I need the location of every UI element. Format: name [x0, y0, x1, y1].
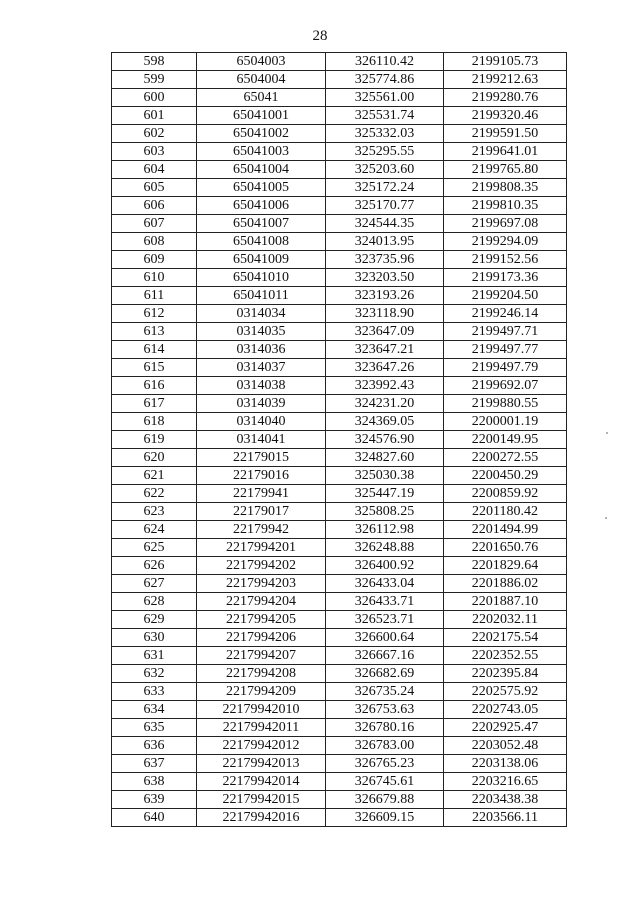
coordinates-table-body [112, 53, 567, 827]
point-id-cell: 65041007 [197, 215, 326, 233]
x-coordinate-cell: 325030.38 [326, 467, 444, 485]
point-id-cell: 65041006 [197, 197, 326, 215]
point-id-cell: 22179942016 [197, 809, 326, 827]
x-coordinate-cell: 325561.00 [326, 89, 444, 107]
table-row [112, 719, 567, 737]
row-index-cell: 627 [112, 575, 197, 593]
point-id-cell: 0314036 [197, 341, 326, 359]
x-coordinate-cell: 326783.00 [326, 737, 444, 755]
table-row [112, 791, 567, 809]
x-coordinate-cell: 325808.25 [326, 503, 444, 521]
x-coordinate-cell: 324544.35 [326, 215, 444, 233]
point-id-cell: 0314041 [197, 431, 326, 449]
point-id-cell: 65041 [197, 89, 326, 107]
y-coordinate-cell: 2200859.92 [444, 485, 567, 503]
table-row [112, 413, 567, 431]
y-coordinate-cell: 2199173.36 [444, 269, 567, 287]
table-row [112, 125, 567, 143]
table-row [112, 323, 567, 341]
y-coordinate-cell: 2200450.29 [444, 467, 567, 485]
y-coordinate-cell: 2199204.50 [444, 287, 567, 305]
scan-artifact [605, 517, 607, 519]
row-index-cell: 626 [112, 557, 197, 575]
y-coordinate-cell: 2201829.64 [444, 557, 567, 575]
x-coordinate-cell: 326679.88 [326, 791, 444, 809]
y-coordinate-cell: 2199641.01 [444, 143, 567, 161]
table-row [112, 683, 567, 701]
y-coordinate-cell: 2202925.47 [444, 719, 567, 737]
x-coordinate-cell: 325203.60 [326, 161, 444, 179]
table-row [112, 701, 567, 719]
point-id-cell: 22179942012 [197, 737, 326, 755]
table-row [112, 593, 567, 611]
row-index-cell: 614 [112, 341, 197, 359]
table-row [112, 773, 567, 791]
point-id-cell: 2217994209 [197, 683, 326, 701]
point-id-cell: 65041002 [197, 125, 326, 143]
point-id-cell: 2217994205 [197, 611, 326, 629]
page-number: 28 [312, 28, 328, 44]
x-coordinate-cell: 325170.77 [326, 197, 444, 215]
point-id-cell: 22179942014 [197, 773, 326, 791]
x-coordinate-cell: 324827.60 [326, 449, 444, 467]
table-row [112, 179, 567, 197]
table-row [112, 611, 567, 629]
x-coordinate-cell: 325172.24 [326, 179, 444, 197]
point-id-cell: 0314039 [197, 395, 326, 413]
y-coordinate-cell: 2199497.71 [444, 323, 567, 341]
point-id-cell: 0314034 [197, 305, 326, 323]
y-coordinate-cell: 2203052.48 [444, 737, 567, 755]
row-index-cell: 602 [112, 125, 197, 143]
table-row [112, 53, 567, 71]
table-row [112, 341, 567, 359]
table-row [112, 233, 567, 251]
x-coordinate-cell: 326682.69 [326, 665, 444, 683]
row-index-cell: 622 [112, 485, 197, 503]
y-coordinate-cell: 2199320.46 [444, 107, 567, 125]
table-row [112, 197, 567, 215]
row-index-cell: 637 [112, 755, 197, 773]
x-coordinate-cell: 324576.90 [326, 431, 444, 449]
x-coordinate-cell: 326600.64 [326, 629, 444, 647]
row-index-cell: 603 [112, 143, 197, 161]
x-coordinate-cell: 326667.16 [326, 647, 444, 665]
x-coordinate-cell: 326609.15 [326, 809, 444, 827]
point-id-cell: 0314035 [197, 323, 326, 341]
table-row [112, 467, 567, 485]
x-coordinate-cell: 326110.42 [326, 53, 444, 71]
y-coordinate-cell: 2203138.06 [444, 755, 567, 773]
row-index-cell: 629 [112, 611, 197, 629]
y-coordinate-cell: 2199152.56 [444, 251, 567, 269]
table-row [112, 755, 567, 773]
x-coordinate-cell: 326433.04 [326, 575, 444, 593]
x-coordinate-cell: 324231.20 [326, 395, 444, 413]
row-index-cell: 623 [112, 503, 197, 521]
row-index-cell: 631 [112, 647, 197, 665]
row-index-cell: 625 [112, 539, 197, 557]
y-coordinate-cell: 2200149.95 [444, 431, 567, 449]
row-index-cell: 619 [112, 431, 197, 449]
table-row [112, 107, 567, 125]
row-index-cell: 616 [112, 377, 197, 395]
y-coordinate-cell: 2199212.63 [444, 71, 567, 89]
y-coordinate-cell: 2199105.73 [444, 53, 567, 71]
point-id-cell: 0314037 [197, 359, 326, 377]
table-row [112, 557, 567, 575]
y-coordinate-cell: 2202175.54 [444, 629, 567, 647]
table-row [112, 161, 567, 179]
row-index-cell: 621 [112, 467, 197, 485]
table-row [112, 287, 567, 305]
y-coordinate-cell: 2203438.38 [444, 791, 567, 809]
point-id-cell: 22179942013 [197, 755, 326, 773]
row-index-cell: 635 [112, 719, 197, 737]
y-coordinate-cell: 2202395.84 [444, 665, 567, 683]
table-row [112, 737, 567, 755]
x-coordinate-cell: 323647.26 [326, 359, 444, 377]
point-id-cell: 65041001 [197, 107, 326, 125]
table-row [112, 647, 567, 665]
point-id-cell: 65041008 [197, 233, 326, 251]
x-coordinate-cell: 326745.61 [326, 773, 444, 791]
coordinates-table [111, 52, 567, 827]
point-id-cell: 22179942011 [197, 719, 326, 737]
table-row [112, 629, 567, 647]
scan-artifact [606, 432, 608, 434]
x-coordinate-cell: 323118.90 [326, 305, 444, 323]
y-coordinate-cell: 2199880.55 [444, 395, 567, 413]
row-index-cell: 630 [112, 629, 197, 647]
row-index-cell: 640 [112, 809, 197, 827]
row-index-cell: 632 [112, 665, 197, 683]
row-index-cell: 607 [112, 215, 197, 233]
point-id-cell: 65041004 [197, 161, 326, 179]
y-coordinate-cell: 2201650.76 [444, 539, 567, 557]
y-coordinate-cell: 2201887.10 [444, 593, 567, 611]
point-id-cell: 22179016 [197, 467, 326, 485]
table-row [112, 521, 567, 539]
table-row [112, 143, 567, 161]
y-coordinate-cell: 2201180.42 [444, 503, 567, 521]
x-coordinate-cell: 323647.21 [326, 341, 444, 359]
point-id-cell: 2217994206 [197, 629, 326, 647]
point-id-cell: 6504003 [197, 53, 326, 71]
y-coordinate-cell: 2203566.11 [444, 809, 567, 827]
y-coordinate-cell: 2202032.11 [444, 611, 567, 629]
point-id-cell: 0314040 [197, 413, 326, 431]
x-coordinate-cell: 326523.71 [326, 611, 444, 629]
x-coordinate-cell: 325295.55 [326, 143, 444, 161]
x-coordinate-cell: 325531.74 [326, 107, 444, 125]
row-index-cell: 620 [112, 449, 197, 467]
x-coordinate-cell: 326112.98 [326, 521, 444, 539]
point-id-cell: 2217994201 [197, 539, 326, 557]
row-index-cell: 608 [112, 233, 197, 251]
y-coordinate-cell: 2199808.35 [444, 179, 567, 197]
point-id-cell: 2217994208 [197, 665, 326, 683]
point-id-cell: 65041009 [197, 251, 326, 269]
y-coordinate-cell: 2202575.92 [444, 683, 567, 701]
point-id-cell: 2217994207 [197, 647, 326, 665]
table-row [112, 485, 567, 503]
row-index-cell: 633 [112, 683, 197, 701]
x-coordinate-cell: 325332.03 [326, 125, 444, 143]
y-coordinate-cell: 2199280.76 [444, 89, 567, 107]
x-coordinate-cell: 326433.71 [326, 593, 444, 611]
point-id-cell: 22179015 [197, 449, 326, 467]
y-coordinate-cell: 2199765.80 [444, 161, 567, 179]
table-row [112, 89, 567, 107]
point-id-cell: 65041005 [197, 179, 326, 197]
x-coordinate-cell: 323992.43 [326, 377, 444, 395]
y-coordinate-cell: 2202743.05 [444, 701, 567, 719]
x-coordinate-cell: 323647.09 [326, 323, 444, 341]
table-row [112, 71, 567, 89]
row-index-cell: 599 [112, 71, 197, 89]
x-coordinate-cell: 325447.19 [326, 485, 444, 503]
y-coordinate-cell: 2199246.14 [444, 305, 567, 323]
row-index-cell: 605 [112, 179, 197, 197]
point-id-cell: 2217994202 [197, 557, 326, 575]
table-row [112, 809, 567, 827]
point-id-cell: 65041011 [197, 287, 326, 305]
row-index-cell: 610 [112, 269, 197, 287]
table-row [112, 575, 567, 593]
y-coordinate-cell: 2199497.77 [444, 341, 567, 359]
point-id-cell: 22179941 [197, 485, 326, 503]
y-coordinate-cell: 2200272.55 [444, 449, 567, 467]
x-coordinate-cell: 323203.50 [326, 269, 444, 287]
x-coordinate-cell: 326765.23 [326, 755, 444, 773]
table-row [112, 449, 567, 467]
y-coordinate-cell: 2199497.79 [444, 359, 567, 377]
x-coordinate-cell: 326753.63 [326, 701, 444, 719]
table-row [112, 305, 567, 323]
row-index-cell: 634 [112, 701, 197, 719]
point-id-cell: 65041010 [197, 269, 326, 287]
point-id-cell: 6504004 [197, 71, 326, 89]
y-coordinate-cell: 2201886.02 [444, 575, 567, 593]
x-coordinate-cell: 323193.26 [326, 287, 444, 305]
table-row [112, 539, 567, 557]
point-id-cell: 22179942010 [197, 701, 326, 719]
point-id-cell: 22179017 [197, 503, 326, 521]
row-index-cell: 600 [112, 89, 197, 107]
row-index-cell: 638 [112, 773, 197, 791]
table-row [112, 359, 567, 377]
x-coordinate-cell: 325774.86 [326, 71, 444, 89]
row-index-cell: 604 [112, 161, 197, 179]
table-row [112, 377, 567, 395]
x-coordinate-cell: 324369.05 [326, 413, 444, 431]
table-row [112, 269, 567, 287]
row-index-cell: 618 [112, 413, 197, 431]
x-coordinate-cell: 326248.88 [326, 539, 444, 557]
y-coordinate-cell: 2199591.50 [444, 125, 567, 143]
table-row [112, 503, 567, 521]
y-coordinate-cell: 2199810.35 [444, 197, 567, 215]
row-index-cell: 609 [112, 251, 197, 269]
x-coordinate-cell: 326400.92 [326, 557, 444, 575]
point-id-cell: 2217994203 [197, 575, 326, 593]
row-index-cell: 639 [112, 791, 197, 809]
y-coordinate-cell: 2199692.07 [444, 377, 567, 395]
row-index-cell: 617 [112, 395, 197, 413]
table-row [112, 251, 567, 269]
y-coordinate-cell: 2199697.08 [444, 215, 567, 233]
row-index-cell: 636 [112, 737, 197, 755]
x-coordinate-cell: 323735.96 [326, 251, 444, 269]
row-index-cell: 628 [112, 593, 197, 611]
y-coordinate-cell: 2203216.65 [444, 773, 567, 791]
y-coordinate-cell: 2200001.19 [444, 413, 567, 431]
y-coordinate-cell: 2202352.55 [444, 647, 567, 665]
point-id-cell: 0314038 [197, 377, 326, 395]
table-row [112, 665, 567, 683]
point-id-cell: 22179942 [197, 521, 326, 539]
row-index-cell: 612 [112, 305, 197, 323]
table-row [112, 431, 567, 449]
point-id-cell: 2217994204 [197, 593, 326, 611]
row-index-cell: 624 [112, 521, 197, 539]
point-id-cell: 22179942015 [197, 791, 326, 809]
row-index-cell: 613 [112, 323, 197, 341]
x-coordinate-cell: 326735.24 [326, 683, 444, 701]
y-coordinate-cell: 2201494.99 [444, 521, 567, 539]
row-index-cell: 606 [112, 197, 197, 215]
x-coordinate-cell: 324013.95 [326, 233, 444, 251]
table-row [112, 215, 567, 233]
table-row [112, 395, 567, 413]
row-index-cell: 615 [112, 359, 197, 377]
point-id-cell: 65041003 [197, 143, 326, 161]
y-coordinate-cell: 2199294.09 [444, 233, 567, 251]
row-index-cell: 598 [112, 53, 197, 71]
row-index-cell: 611 [112, 287, 197, 305]
row-index-cell: 601 [112, 107, 197, 125]
x-coordinate-cell: 326780.16 [326, 719, 444, 737]
